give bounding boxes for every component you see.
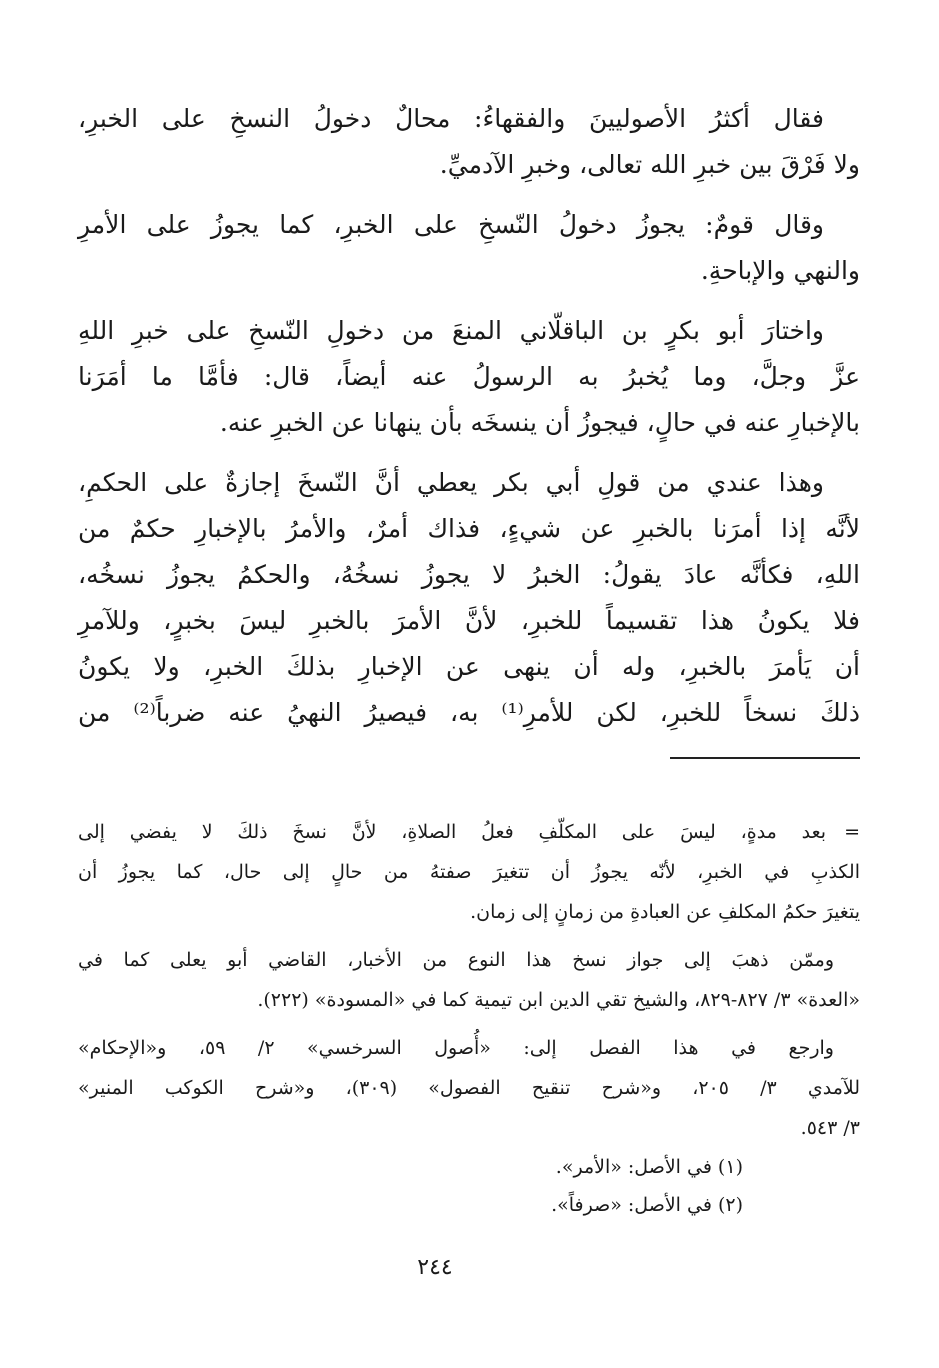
text-line: أن يَأمرَ بالخبرِ، وله أن ينهى عن الإخبارِ بذلكَ الخبرِ، ولا يكونُ [78, 652, 860, 681]
footnote-divider [670, 757, 860, 759]
note-line: وارجع في هذا الفصل إلى: «أُصول السرخسي» ٢/ ٥٩، و«الإحكام» [78, 1037, 834, 1059]
paragraph-4 [78, 460, 860, 736]
footnote-notes [78, 812, 860, 1148]
text-line: والنهي والإباحةِ. [700, 256, 860, 285]
text-line: فقال أكثرُ الأصوليينَ والفقهاءُ: محالٌ دخولُ النسخِ على الخبرِ، [78, 104, 824, 133]
paragraph-3 [78, 308, 860, 446]
text-line: اللهِ، فكأنَّه عادَ يقولُ: الخبرُ لا يجوزُ نسخُهُ، والحكمُ يجوزُ نسخُه، [78, 560, 860, 589]
footnote-2: (٢) في الأصل: «صرفاً». [551, 1194, 743, 1216]
note-paragraph-2 [78, 940, 860, 1020]
text-line: ذلكَ نسخاً للخبرِ، لكن للأمرِ⁽¹⁾ به، فيصيرُ النهيُ عنه ضرباً⁽²⁾ من [78, 698, 860, 727]
note-line: للآمدي ٣/ ٢٠٥، و«شرح تنقيح الفصول» (٣٠٩)، و«شرح الكوكب المنير» [78, 1077, 860, 1099]
page-number: ٢٤٤ [417, 1255, 453, 1280]
text-line: ولا فَرْقَ بين خبرِ الله تعالى، وخبرِ الآدميِّ. [439, 150, 860, 179]
text-line: بالإخبارِ عنه في حالٍ، فيجوزُ أن ينسخَه بأن ينهانا عن الخبرِ عنه. [219, 408, 860, 437]
text-line: عزَّ وجلَّ، وما يُخبرُ به الرسولُ عنه أيضاً، قال: فأمَّا ما أمَرَنا [78, 362, 860, 391]
note-paragraph-1 [78, 812, 860, 932]
note-line: وممّن ذهبَ إلى جواز نسخ هذا النوع من الأخبار، القاضي أبو يعلى كما في [78, 949, 834, 971]
main-text [78, 96, 860, 736]
continuation-mark: = [844, 821, 860, 843]
note-line [78, 812, 860, 852]
note-line: ٣/ ٥٤٣. [800, 1117, 860, 1139]
footnote-list [78, 1148, 743, 1224]
footnote-1: (١) في الأصل: «الأمر». [555, 1156, 743, 1178]
note-line: الكذبِ في الخبرِ، لأنّه يجوزُ أن تتغيرَ صفتهُ من حالٍ إلى حال، كما يجوزُ أن [78, 861, 860, 883]
text-line: فلا يكونُ هذا تقسيماً للخبرِ، لأنَّ الأمرَ بالخبرِ ليسَ بخبرٍ، وللآمرِ [78, 606, 860, 635]
note-line: يتغيرَ حكمُ المكلفِ عن العبادةِ من زمانٍ إلى زمان. [470, 901, 860, 923]
note-line: «العدة» ٣/ ٨٢٧-٨٢٩، والشيخ تقي الدين ابن تيمية كما في «المسودة» (٢٢٢). [257, 989, 860, 1011]
paragraph-2 [78, 202, 860, 294]
note-paragraph-3 [78, 1028, 860, 1148]
note-line-text: بعد مدةٍ، ليسَ على المكلّفِ فعلُ الصلاةِ، لأنَّ نسخَ ذلكَ لا يفضي إلى [78, 821, 827, 843]
paragraph-1 [78, 96, 860, 188]
text-line: لأنَّه إذا أمرَنا بالخبرِ عن شيءٍ، فذاك أمرٌ، والأمرُ بالإخبارِ حكمٌ من [78, 514, 860, 543]
text-line: وهذا عندي من قولِ أبي بكر يعطي أنَّ النّسخَ إجازةٌ على الحكمِ، [78, 468, 824, 497]
text-line: وقال قومٌ: يجوزُ دخولُ النّسخِ على الخبرِ، كما يجوزُ على الأمرِ [78, 210, 824, 239]
text-line: واختارَ أبو بكرٍ بن الباقلّاني المنعَ من دخولِ النّسخِ على خبرِ اللهِ [78, 316, 824, 345]
